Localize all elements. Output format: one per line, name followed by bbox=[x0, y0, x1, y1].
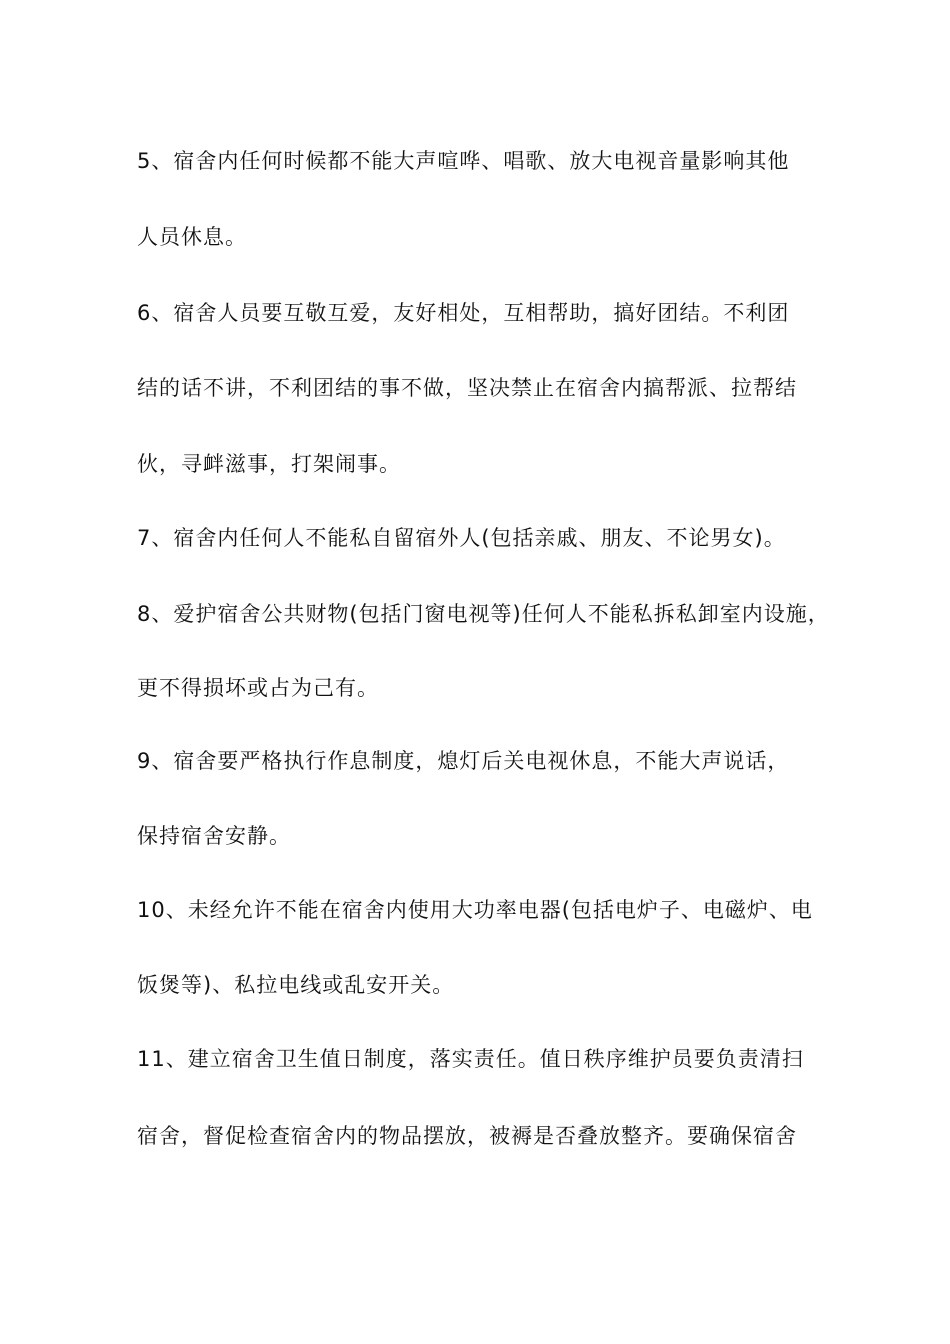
rule-11-line-1: 11、建立宿舍卫生值日制度，落实责任。值日秩序维护员要负责清扫 bbox=[137, 1047, 804, 1071]
rule-6-line-2: 结的话不讲，不利团结的事不做，坚决禁止在宿舍内搞帮派、拉帮结 bbox=[137, 376, 797, 400]
rule-5-line-1: 5、宿舍内任何时候都不能大声喧哗、唱歌、放大电视音量影响其他 bbox=[137, 149, 790, 173]
rule-11-line-2: 宿舍，督促检查宿舍内的物品摆放，被褥是否叠放整齐。要确保宿舍 bbox=[137, 1124, 797, 1148]
rule-7-line-1: 7、宿舍内任何人不能私自留宿外人(包括亲戚、朋友、不论男女)。 bbox=[137, 526, 786, 550]
rule-10-line-1: 10、未经允许不能在宿舍内使用大功率电器(包括电炉子、电磁炉、电 bbox=[137, 898, 813, 922]
rule-10-line-2: 饭煲等)、私拉电线或乱安开关。 bbox=[137, 973, 455, 997]
rule-8-line-2: 更不得损坏或占为己有。 bbox=[137, 676, 379, 700]
rule-6-line-3: 伙，寻衅滋事，打架闹事。 bbox=[137, 452, 401, 476]
rule-5-line-2: 人员休息。 bbox=[137, 225, 247, 249]
rule-8-line-1: 8、爱护宿舍公共财物(包括门窗电视等)任何人不能私拆私卸室内设施， bbox=[137, 602, 830, 626]
rule-9-line-2: 保持宿舍安静。 bbox=[137, 824, 291, 848]
rule-6-line-1: 6、宿舍人员要互敬互爱，友好相处，互相帮助，搞好团结。不利团 bbox=[137, 301, 790, 325]
rule-9-line-1: 9、宿舍要严格执行作息制度，熄灯后关电视休息，不能大声说话， bbox=[137, 749, 790, 773]
